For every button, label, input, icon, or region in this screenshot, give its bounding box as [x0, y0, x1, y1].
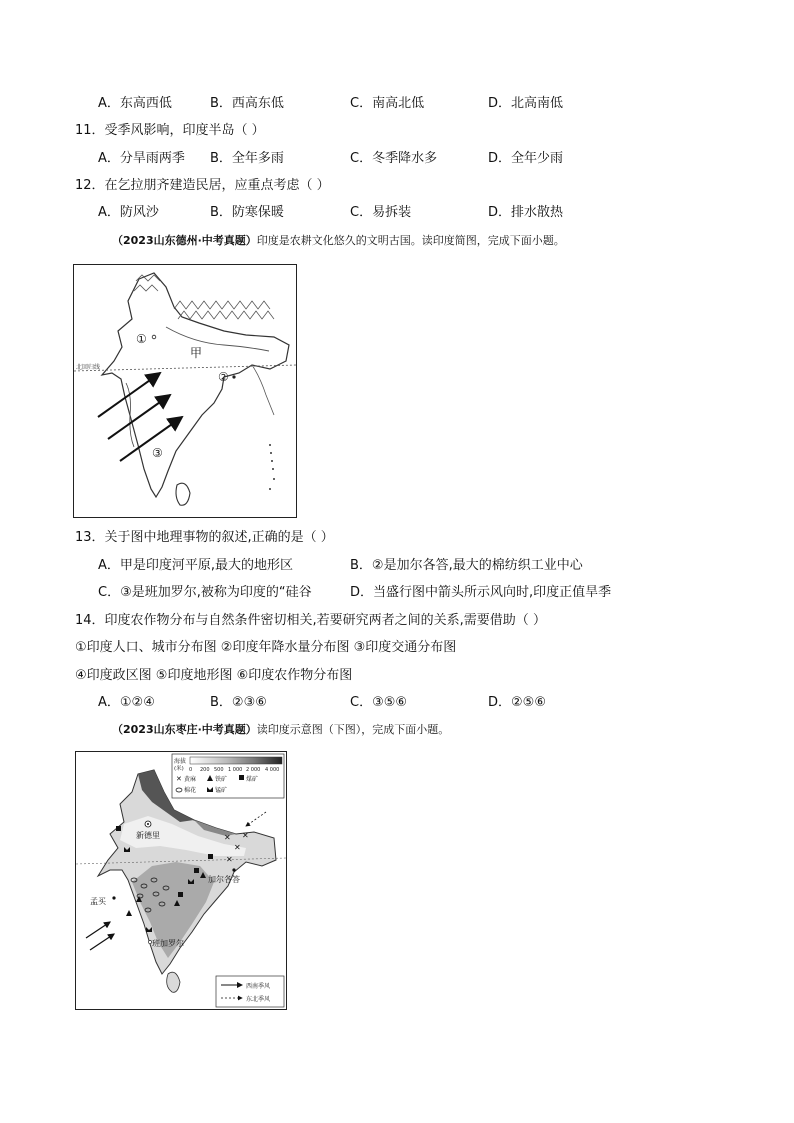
elev-tick: 0 [189, 767, 193, 773]
q11-option-a: A．分旱雨两季 [98, 151, 185, 166]
southwest-monsoon-arrow [86, 922, 110, 938]
india-resource-map [75, 751, 287, 1010]
q11-option-b: B．全年多雨 [210, 151, 284, 166]
label-jia: 甲 [190, 346, 203, 360]
legend-coal: 煤矿 [246, 776, 259, 783]
legend-cotton: 棉花 [184, 787, 197, 794]
city-mumbai: 孟买 [90, 897, 106, 906]
city-bangalore: 班加罗尔 [152, 939, 184, 948]
svg-text:✕: ✕ [224, 833, 231, 842]
q10-option-d: D．北高南低 [488, 96, 564, 111]
svg-text:✕: ✕ [234, 843, 241, 852]
label-1: ① [136, 332, 147, 346]
elev-tick: 500 [214, 767, 224, 773]
southwest-monsoon-arrow [90, 934, 114, 950]
jute-icon: ✕ [176, 775, 182, 783]
q12-option-b: B．防寒保暖 [210, 205, 284, 220]
legend-iron: 铁矿 [215, 776, 228, 783]
label-2: ② [218, 370, 229, 384]
q14-items-line-1: ①印度人口、城市分布图 ②印度年降水量分布图 ③印度交通分布图 [75, 640, 457, 655]
q14-option-c: C．③⑤⑥ [350, 695, 408, 710]
city-kolkata: 加尔各答 [208, 875, 240, 884]
q13-option-c: C．③是班加罗尔,被称为印度的“硅谷 [98, 585, 312, 600]
q13-option-b: B．②是加尔各答,最大的棉纺织工业中心 [350, 558, 583, 573]
svg-text:✕: ✕ [242, 831, 249, 840]
q11-stem: 11．受季风影响，印度半岛（ ） [75, 123, 265, 138]
q14-option-b: B．②③⑥ [210, 695, 267, 710]
elev-tick: 200 [200, 767, 210, 773]
q12-stem: 12．在乞拉朋齐建造民居，应重点考虑（ ） [75, 178, 330, 193]
legend-northeast-monsoon: 东北季风 [246, 996, 271, 1003]
source-text: 印度是农耕文化悠久的文明古国。读印度简图，完成下面小题。 [256, 234, 565, 247]
india-map-simple [73, 264, 297, 518]
q11-option-c: C．冬季降水多 [350, 151, 438, 166]
q10-option-c: C．南高北低 [350, 96, 425, 111]
elev-tick: 1 000 [228, 767, 243, 773]
source-text: 读印度示意图（下图），完成下面小题。 [256, 723, 450, 736]
elev-label: 海拔 [174, 758, 187, 765]
elev-unit: (米) [174, 766, 184, 772]
q12-option-c: C．易拆装 [350, 205, 412, 220]
q13-option-d: D．当盛行图中箭头所示风向时,印度正值旱季 [350, 585, 612, 600]
source-note-1 [112, 233, 565, 249]
city-new-delhi: 新德里 [136, 831, 160, 840]
source-tag: （2023山东枣庄·中考真题） [112, 723, 257, 736]
legend-jute: 黄麻 [184, 776, 197, 783]
elev-tick: 2 000 [246, 767, 261, 773]
q10-option-b: B．西高东低 [210, 96, 284, 111]
q14-stem: 14．印度农作物分布与自然条件密切相关,若要研究两者之间的关系,需要借助（ ） [75, 613, 546, 628]
elev-tick: 4 000 [265, 767, 280, 773]
q12-option-d: D．排水散热 [488, 205, 564, 220]
northeast-monsoon-arrow [246, 812, 266, 826]
coal-icon [239, 775, 244, 780]
tropic-label: 北回归线 [76, 364, 101, 371]
legend-manganese: 锰矿 [215, 787, 228, 794]
q11-option-d: D．全年少雨 [488, 151, 564, 166]
q14-items-line-2: ④印度政区图 ⑤印度地形图 ⑥印度农作物分布图 [75, 668, 353, 683]
source-note-2 [112, 722, 449, 738]
legend-southwest-monsoon: 西南季风 [246, 983, 271, 990]
q10-option-a: A．东高西低 [98, 96, 172, 111]
q14-option-a: A．①②④ [98, 695, 155, 710]
q14-option-d: D．②⑤⑥ [488, 695, 546, 710]
q13-option-a: A．甲是印度河平原,最大的地形区 [98, 558, 294, 573]
source-tag: （2023山东德州·中考真题） [112, 234, 257, 247]
q13-stem: 13．关于图中地理事物的叙述,正确的是（ ） [75, 530, 334, 545]
q12-option-a: A．防风沙 [98, 205, 159, 220]
label-3: ③ [152, 446, 163, 460]
svg-text:✕: ✕ [226, 855, 233, 864]
